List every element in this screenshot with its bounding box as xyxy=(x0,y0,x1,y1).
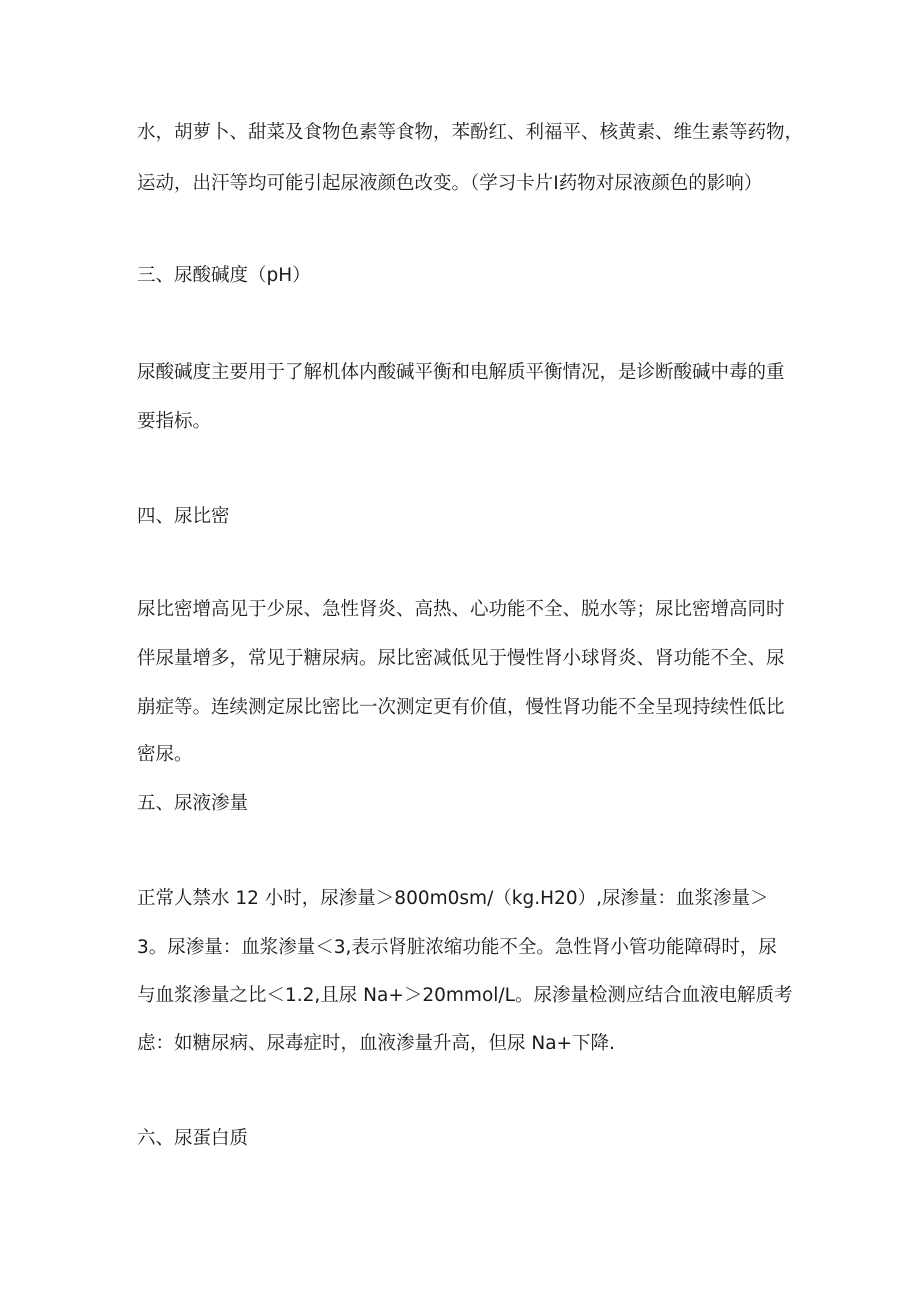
paragraph-line: 3。尿渗量：血浆渗量＜3,表示肾脏浓缩功能不全。急性肾小管功能障碍时，尿 xyxy=(137,937,777,958)
paragraph-line: 与血浆渗量之比＜1.2,且尿 Na+＞20mmol/L。尿渗量检测应结合血液电解质考 xyxy=(137,985,793,1006)
section-heading-osmolality: 五、尿液渗量 xyxy=(137,793,249,814)
paragraph-line: 要指标。 xyxy=(137,411,212,432)
paragraph-line: 正常人禁水 12 小时，尿渗量＞800m0sm/（kg.H20）,尿渗量：血浆渗量＞ xyxy=(137,888,769,909)
section-heading-protein: 六、尿蛋白质 xyxy=(137,1128,249,1149)
paragraph-line: 密尿。 xyxy=(137,744,193,765)
section-heading-specific-gravity: 四、尿比密 xyxy=(137,506,230,527)
paragraph-line: 崩症等。连续测定尿比密比一次测定更有价值，慢性肾功能不全呈现持续性低比 xyxy=(137,697,785,718)
paragraph-line: 尿酸碱度主要用于了解机体内酸碱平衡和电解质平衡情况，是诊断酸碱中毒的重 xyxy=(137,362,785,383)
paragraph-line: 伴尿量增多，常见于糖尿病。尿比密减低见于慢性肾小球肾炎、肾功能不全、尿 xyxy=(137,648,785,669)
paragraph-line: 水，胡萝卜、甜菜及食物色素等食物，苯酚红、利福平、核黄素、维生素等药物， xyxy=(137,122,804,143)
section-heading-ph: 三、尿酸碱度（pH） xyxy=(137,265,311,286)
paragraph-line: 尿比密增高见于少尿、急性肾炎、高热、心功能不全、脱水等；尿比密增高同时 xyxy=(137,599,785,620)
paragraph-line: 运动，出汗等均可能引起尿液颜色改变。（学习卡片Ⅰ药物对尿液颜色的影响） xyxy=(137,173,763,194)
paragraph-line: 虑：如糖尿病、尿毒症时，血液渗量升高，但尿 Na+下降. xyxy=(137,1033,615,1054)
